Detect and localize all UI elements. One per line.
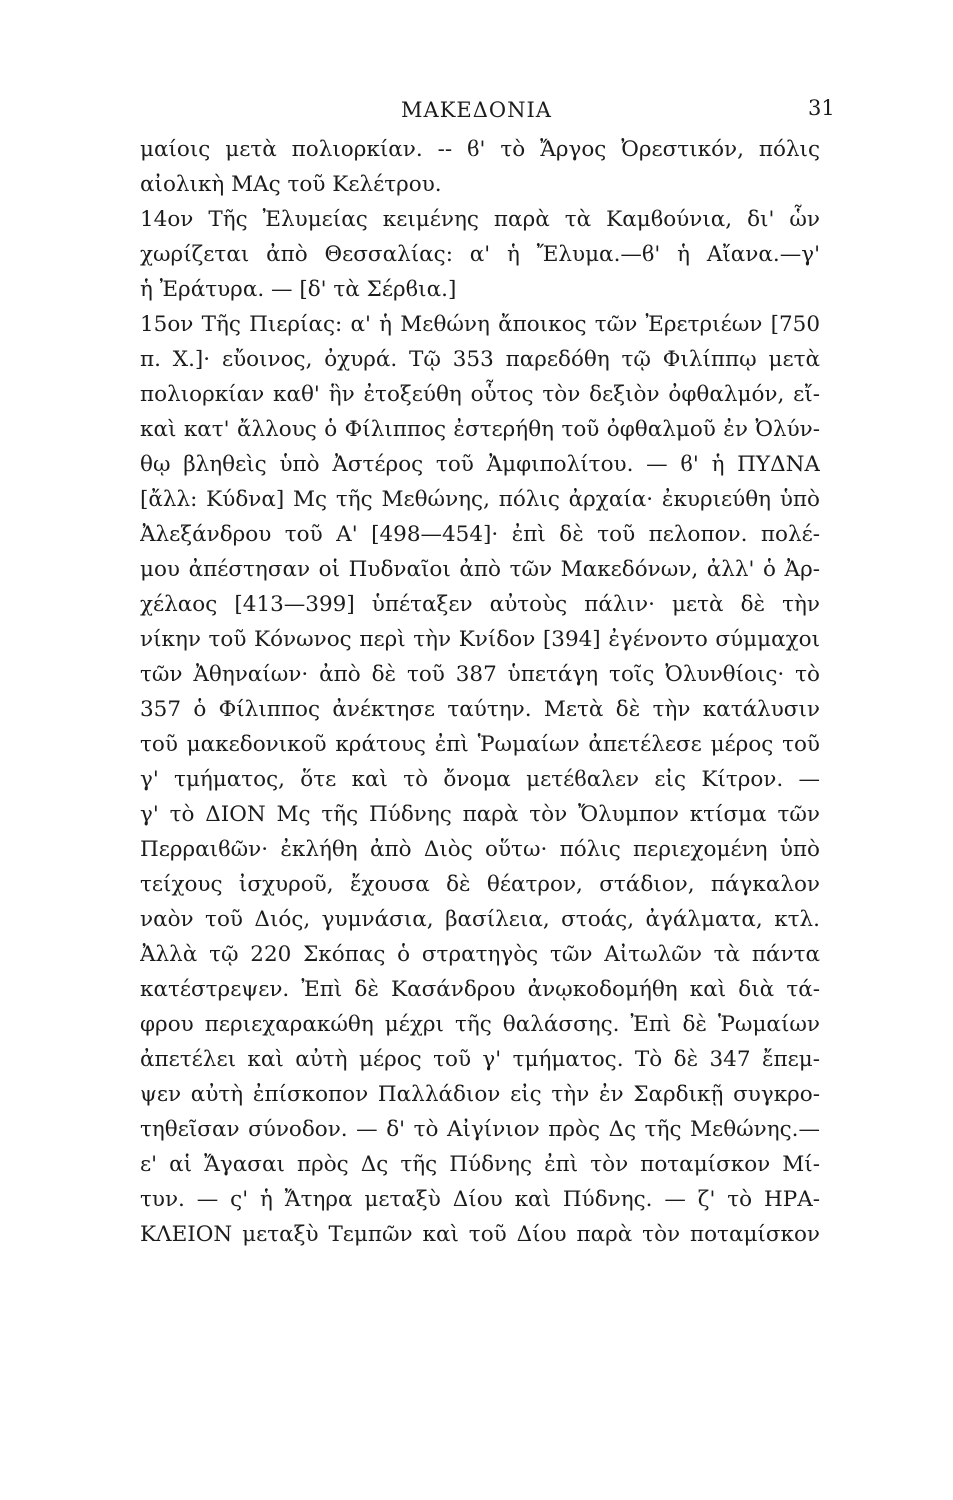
text-line: ψεν αὐτὴ ἐπίσκοπον Παλλάδιον εἰς τὴν ἐν Σαρδικῇ συγκρο- bbox=[140, 1082, 820, 1107]
text-line: τηθεῖσαν σύνοδον. — δ' τὸ Αἰγίνιον πρὸς Δς τῆς Μεθώνης.— bbox=[140, 1117, 820, 1142]
text-line: Ἀλεξάνδρου τοῦ Α' [498—454]· ἐπὶ δὲ τοῦ πελοπον. πολέ- bbox=[140, 522, 820, 547]
text-line: νίκην τοῦ Κόνωνος περὶ τὴν Κνίδον [394] ἐγένοντο σύμμαχοι bbox=[140, 627, 820, 652]
text-line: μαίοις μετὰ πολιορκίαν. -- ϐ' τὸ Ἄργος Ὀρεστικόν, πόλις bbox=[140, 137, 820, 162]
text-line: χωρίζεται ἀπὸ Θεσσαλίας: α' ἡ Ἔλυμα.—ϐ' ἡ Αἴανα.—γ' bbox=[140, 242, 820, 267]
text-line: ἡ Ἐράτυρα. — [δ' τὰ Σέρϐια.] bbox=[140, 277, 457, 302]
text-line: 14ον Τῆς Ἐλυμείας κειμένης παρὰ τὰ Καμϐούνια, δι' ὧν bbox=[140, 207, 820, 232]
text-line: γ' τμήματος, ὅτε καὶ τὸ ὄνομα μετέϐαλεν εἰς Κίτρον. — bbox=[140, 767, 820, 792]
text-line: καὶ κατ' ἄλλους ὁ Φίλιππος ἐστερήθη τοῦ ὀφθαλμοῦ ἐν Ὀλύν- bbox=[140, 417, 820, 442]
text-line: τείχους ἰσχυροῦ, ἔχουσα δὲ θέατρον, στάδιον, πάγκαλον bbox=[140, 872, 820, 897]
text-line: θῳ βληθεὶς ὑπὸ Ἀστέρος τοῦ Ἀμφιπολίτου. — ϐ' ἡ ΠΥΔΝΑ bbox=[140, 452, 820, 477]
text-line: αἰολικὴ ΜΑς τοῦ Κελέτρου. bbox=[140, 172, 442, 197]
text-line: ε' αἱ Ἄγασαι πρὸς Δς τῆς Πύδνης ἐπὶ τὸν ποταμίσκον Μί- bbox=[140, 1152, 820, 1177]
text-line: τῶν Ἀθηναίων· ἀπὸ δὲ τοῦ 387 ὑπετάγη τοῖς Ὀλυνθίοις· τὸ bbox=[140, 662, 820, 687]
text-line: γ' τὸ ΔΙΟΝ Μς τῆς Πύδνης παρὰ τὸν Ὄλυμπον κτίσμα τῶν bbox=[140, 802, 820, 827]
text-line: Περραιϐῶν· ἐκλήθη ἀπὸ Διὸς οὕτω· πόλις περιεχομένη ὑπὸ bbox=[140, 837, 820, 862]
page-number: 31 bbox=[808, 96, 835, 120]
text-line: τυν. — ς' ἡ Ἄτηρα μεταξὺ Δίου καὶ Πύδνης. — ζ' τὸ ΗΡΑ- bbox=[140, 1187, 820, 1212]
body-text bbox=[140, 132, 820, 1252]
text-line: Ἀλλὰ τῷ 220 Σκόπας ὁ στρατηγὸς τῶν Αἰτωλῶν τὰ πάντα bbox=[140, 942, 820, 967]
text-line: φρου περιεχαρακώθη μέχρι τῆς θαλάσσης. Ἐπὶ δὲ Ῥωμαίων bbox=[140, 1012, 820, 1037]
text-line: π. Χ.]· εὔοινος, ὀχυρά. Τῷ 353 παρεδόθη τῷ Φιλίππῳ μετὰ bbox=[140, 347, 820, 372]
text-line: ἀπετέλει καὶ αὐτὴ μέρος τοῦ γ' τμήματος. Τὸ δὲ 347 ἔπεμ- bbox=[140, 1047, 820, 1072]
text-line: [ἄλλ: Κύδνα] Μς τῆς Μεθώνης, πόλις ἀρχαία· ἐκυριεύθη ὑπὸ bbox=[140, 487, 820, 512]
running-title: ΜΑΚΕΔΟΝΙΑ bbox=[401, 98, 552, 122]
text-line: χέλαος [413—399] ὑπέταξεν αὐτοὺς πάλιν· μετὰ δὲ τὴν bbox=[140, 592, 820, 617]
text-line: πολιορκίαν καθ' ἣν ἐτοξεύθη οὗτος τὸν δεξιὸν ὀφθαλμόν, εἴ- bbox=[140, 382, 820, 407]
text-line: ΚΛΕΙΟΝ μεταξὺ Τεμπῶν καὶ τοῦ Δίου παρὰ τὸν ποταμίσκον bbox=[140, 1222, 820, 1247]
text-line: ναὸν τοῦ Διός, γυμνάσια, βασίλεια, στοάς, ἀγάλματα, κτλ. bbox=[140, 907, 820, 932]
text-line: κατέστρεψεν. Ἐπὶ δὲ Κασάνδρου ἀνῳκοδομήθη καὶ διὰ τά- bbox=[140, 977, 820, 1002]
text-line: 357 ὁ Φίλιππος ἀνέκτησε ταύτην. Μετὰ δὲ τὴν κατάλυσιν bbox=[140, 697, 820, 722]
text-line: 15ον Τῆς Πιερίας: α' ἡ Μεθώνη ἄποικος τῶν Ἐρετριέων [750 bbox=[140, 312, 820, 337]
text-line: τοῦ μακεδονικοῦ κράτους ἐπὶ Ῥωμαίων ἀπετέλεσε μέρος τοῦ bbox=[140, 732, 820, 757]
text-line: μου ἀπέστησαν οἱ Πυδναῖοι ἀπὸ τῶν Μακεδόνων, ἀλλ' ὁ Ἀρ- bbox=[140, 557, 820, 582]
